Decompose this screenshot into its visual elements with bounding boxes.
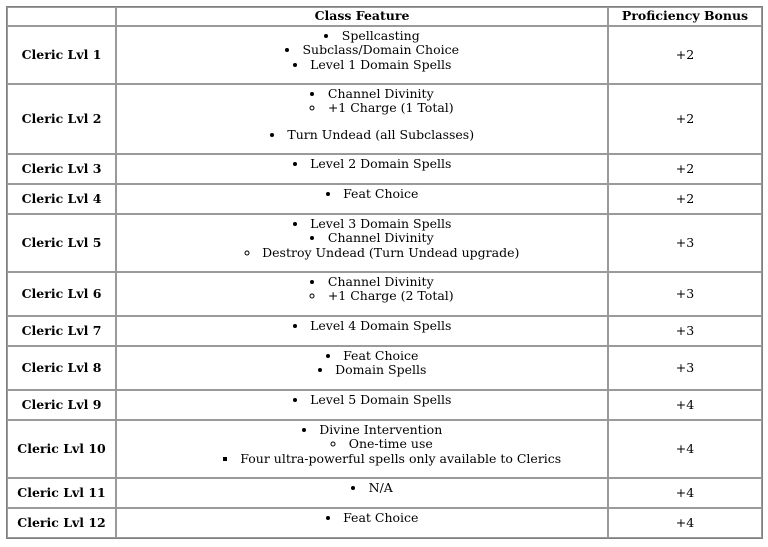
feature-cell <box>116 420 608 478</box>
feature-cell <box>116 272 608 316</box>
feature-cell <box>116 26 608 84</box>
feature-text: Channel Divinity <box>327 86 434 101</box>
feature-wrap <box>117 391 607 409</box>
feature-item <box>157 437 607 451</box>
feature-text: Channel Divinity <box>327 230 434 246</box>
feature-list-level-1 <box>117 423 607 466</box>
feature-wrap <box>117 421 607 468</box>
table-body <box>7 26 762 538</box>
level-cell: Cleric Lvl 5 <box>7 214 116 272</box>
proficiency-bonus-cell: +4 <box>608 420 762 478</box>
feature-item <box>137 275 607 289</box>
feature-text: Level 5 Domain Spells <box>310 392 452 407</box>
feature-list-level-1 <box>117 217 607 260</box>
feature-text: Level 2 Domain Spells <box>310 156 452 171</box>
proficiency-bonus-cell: +4 <box>608 508 762 538</box>
feature-wrap <box>117 155 607 173</box>
proficiency-bonus-cell: +3 <box>608 346 762 390</box>
header-class-feature: Class Feature <box>116 7 608 26</box>
feature-text: Divine Intervention <box>319 422 443 437</box>
header-row <box>7 7 762 26</box>
feature-item <box>137 319 607 333</box>
level-cell: Cleric Lvl 2 <box>7 84 116 154</box>
table-row <box>7 26 762 84</box>
feature-wrap <box>117 185 607 203</box>
feature-item <box>137 43 607 57</box>
table-row <box>7 184 762 214</box>
table-row <box>7 214 762 272</box>
feature-list-level-1 <box>117 481 607 495</box>
table-row <box>7 346 762 390</box>
feature-list-level-1 <box>117 349 607 378</box>
feature-item <box>177 452 607 466</box>
feature-cell <box>116 154 608 184</box>
feature-item <box>137 217 607 231</box>
feature-wrap <box>117 273 607 306</box>
feature-wrap <box>117 27 607 74</box>
feature-cell <box>116 390 608 420</box>
feature-text: Turn Undead (all Subclasses) <box>287 126 475 142</box>
feature-list-level-1 <box>117 87 607 142</box>
feature-list-level-2 <box>137 246 607 260</box>
feature-wrap <box>117 317 607 335</box>
feature-item <box>137 393 607 407</box>
level-cell: Cleric Lvl 4 <box>7 184 116 214</box>
feature-item <box>137 87 607 101</box>
feature-cell <box>116 184 608 214</box>
feature-item <box>137 349 607 363</box>
feature-text: Level 4 Domain Spells <box>310 318 452 333</box>
feature-text: +1 Charge (1 Total) <box>327 100 454 116</box>
level-cell: Cleric Lvl 1 <box>7 26 116 84</box>
level-cell: Cleric Lvl 8 <box>7 346 116 390</box>
feature-wrap <box>117 479 607 497</box>
feature-text: Feat Choice <box>343 186 419 201</box>
feature-item <box>137 128 607 142</box>
table-row <box>7 390 762 420</box>
feature-list-level-1 <box>117 275 607 304</box>
feature-item <box>137 231 607 245</box>
feature-wrap <box>117 85 607 144</box>
feature-item <box>137 29 607 43</box>
proficiency-bonus-cell: +3 <box>608 316 762 346</box>
proficiency-bonus-cell: +4 <box>608 478 762 508</box>
feature-item <box>137 187 607 201</box>
level-cell: Cleric Lvl 6 <box>7 272 116 316</box>
feature-text: Subclass/Domain Choice <box>302 42 460 58</box>
level-cell: Cleric Lvl 10 <box>7 420 116 478</box>
proficiency-bonus-cell: +2 <box>608 154 762 184</box>
feature-item <box>137 423 607 437</box>
feature-cell <box>116 508 608 538</box>
table-row <box>7 420 762 478</box>
feature-cell <box>116 316 608 346</box>
feature-item <box>137 58 607 72</box>
feature-item <box>157 289 607 303</box>
table-row <box>7 316 762 346</box>
level-cell: Cleric Lvl 7 <box>7 316 116 346</box>
cleric-progression-table <box>6 6 763 539</box>
proficiency-bonus-cell: +2 <box>608 26 762 84</box>
feature-list-level-1 <box>117 187 607 201</box>
proficiency-bonus-cell: +4 <box>608 390 762 420</box>
feature-item <box>137 363 607 377</box>
feature-item <box>137 481 607 495</box>
feature-text: Domain Spells <box>335 362 427 378</box>
table-row <box>7 478 762 508</box>
feature-list-level-1 <box>117 393 607 407</box>
feature-wrap <box>117 215 607 262</box>
feature-list-level-1 <box>117 319 607 333</box>
feature-text: +1 Charge (2 Total) <box>327 288 454 304</box>
feature-text: Four ultra-powerful spells only available to Clerics <box>240 450 562 466</box>
feature-list-level-2 <box>137 437 607 466</box>
feature-cell <box>116 84 608 154</box>
table-row <box>7 154 762 184</box>
feature-text: Feat Choice <box>343 348 419 363</box>
level-cell: Cleric Lvl 12 <box>7 508 116 538</box>
feature-item <box>157 101 607 115</box>
feature-list-level-1 <box>117 511 607 525</box>
feature-text: Destroy Undead (Turn Undead upgrade) <box>262 244 520 260</box>
header-proficiency-bonus: Proficiency Bonus <box>608 7 762 26</box>
feature-list-level-1 <box>117 29 607 72</box>
header-level <box>7 7 116 26</box>
table-row <box>7 508 762 538</box>
level-cell: Cleric Lvl 11 <box>7 478 116 508</box>
feature-cell <box>116 346 608 390</box>
level-cell: Cleric Lvl 3 <box>7 154 116 184</box>
feature-wrap <box>117 347 607 380</box>
level-cell: Cleric Lvl 9 <box>7 390 116 420</box>
proficiency-bonus-cell: +2 <box>608 184 762 214</box>
feature-cell <box>116 478 608 508</box>
feature-text: One-time use <box>348 436 433 452</box>
feature-item <box>137 157 607 171</box>
proficiency-bonus-cell: +3 <box>608 214 762 272</box>
feature-text: Channel Divinity <box>327 274 434 289</box>
feature-item <box>137 511 607 525</box>
proficiency-bonus-cell: +3 <box>608 272 762 316</box>
feature-list-level-1 <box>117 157 607 171</box>
feature-list-level-2 <box>137 289 607 303</box>
feature-wrap <box>117 509 607 527</box>
feature-cell <box>116 214 608 272</box>
feature-list-level-2 <box>137 101 607 115</box>
feature-text: Level 1 Domain Spells <box>310 56 452 72</box>
feature-text: Level 3 Domain Spells <box>310 216 452 231</box>
feature-text: N/A <box>368 480 393 495</box>
feature-list-level-3 <box>157 452 607 466</box>
proficiency-bonus-cell: +2 <box>608 84 762 154</box>
feature-text: Spellcasting <box>341 28 420 43</box>
table-row <box>7 84 762 154</box>
table-row <box>7 272 762 316</box>
feature-item <box>157 246 607 260</box>
feature-text: Feat Choice <box>343 510 419 525</box>
